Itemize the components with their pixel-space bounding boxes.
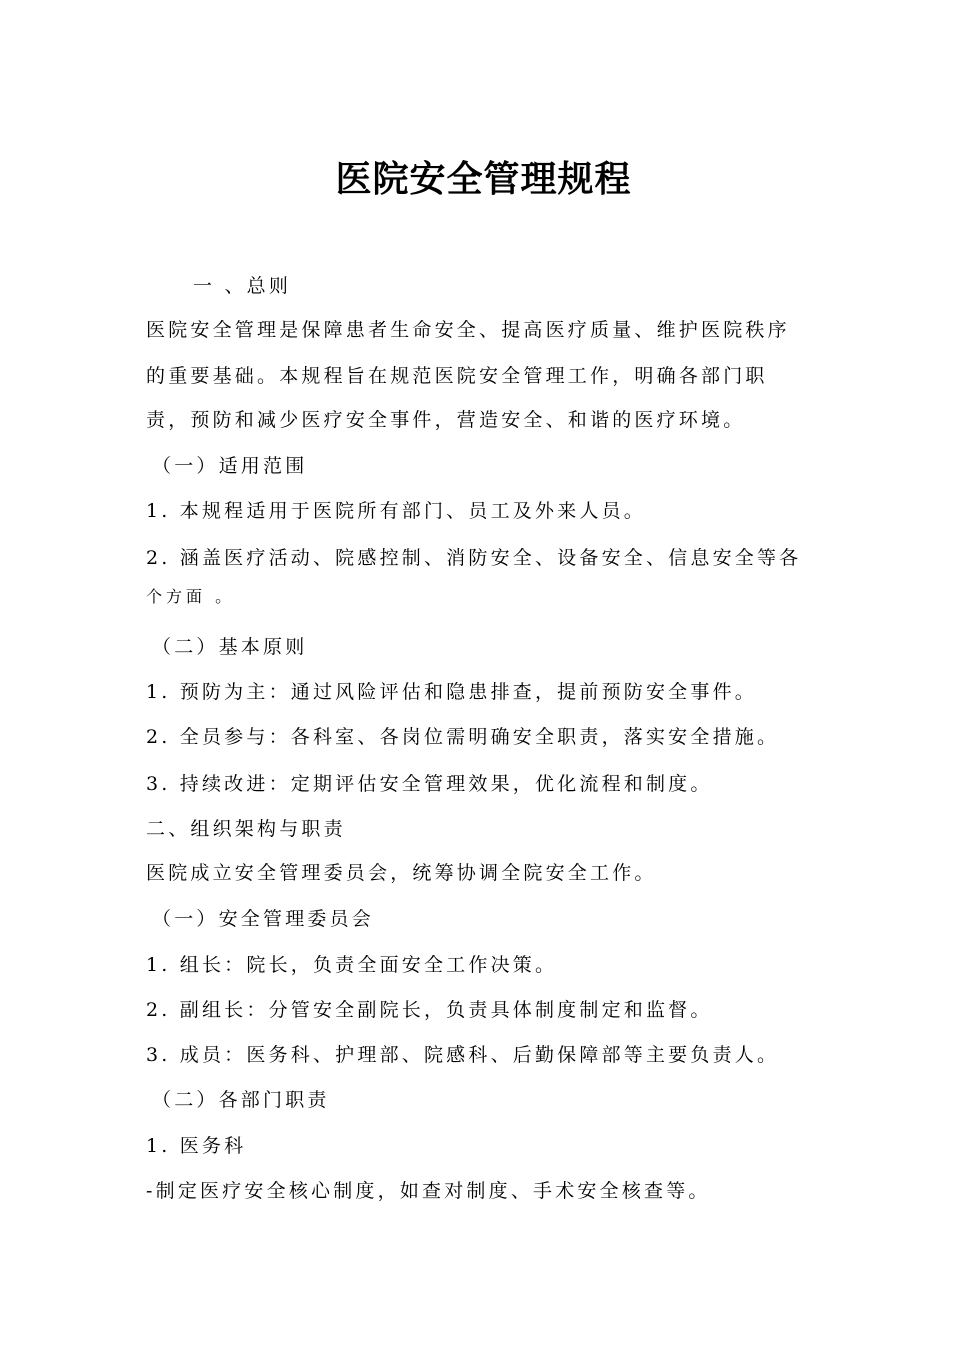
list-item: 1. 组长：院长，负责全面安全工作决策。 <box>146 954 558 976</box>
list-item-continuation: 个方面 。 <box>146 587 236 606</box>
document-title: 医院安全管理规程 <box>335 159 632 200</box>
list-item: 1. 预防为主：通过风险评估和隐患排查，提前预防安全事件。 <box>146 681 757 703</box>
section-heading-organization: 二、组织架构与职责 <box>146 818 346 840</box>
bullet-item: -制定医疗安全核心制度，如查对制度、手术安全核查等。 <box>146 1180 711 1202</box>
paragraph-line: 医院成立安全管理委员会，统筹协调全院安全工作。 <box>146 862 657 884</box>
list-item: 3. 成员：医务科、护理部、院感科、后勤保障部等主要负责人。 <box>146 1044 780 1066</box>
list-item: 2. 全员参与：各科室、各岗位需明确安全职责，落实安全措施。 <box>146 726 780 748</box>
list-item: 1. 本规程适用于医院所有部门、员工及外来人员。 <box>146 500 646 522</box>
list-item: 2. 涵盖医疗活动、院感控制、消防安全、设备安全、信息安全等各 <box>146 547 802 569</box>
subsection-heading-scope: （一）适用范围 <box>152 455 308 477</box>
list-item: 1. 医务科 <box>146 1135 247 1157</box>
subsection-heading-departments: （二）各部门职责 <box>152 1089 330 1111</box>
section-heading-general: 一 、总则 <box>193 275 292 297</box>
paragraph-line: 的重要基础。本规程旨在规范医院安全管理工作，明确各部门职 <box>146 365 768 387</box>
list-item: 2. 副组长：分管安全副院长，负责具体制度制定和监督。 <box>146 999 713 1021</box>
subsection-heading-committee: （一）安全管理委员会 <box>152 908 375 930</box>
paragraph-line: 责，预防和减少医疗安全事件，营造安全、和谐的医疗环境。 <box>146 409 746 431</box>
paragraph-line: 医院安全管理是保障患者生命安全、提高医疗质量、维护医院秩序 <box>146 319 790 341</box>
subsection-heading-principles: （二）基本原则 <box>152 636 308 658</box>
list-item: 3. 持续改进：定期评估安全管理效果，优化流程和制度。 <box>146 773 713 795</box>
